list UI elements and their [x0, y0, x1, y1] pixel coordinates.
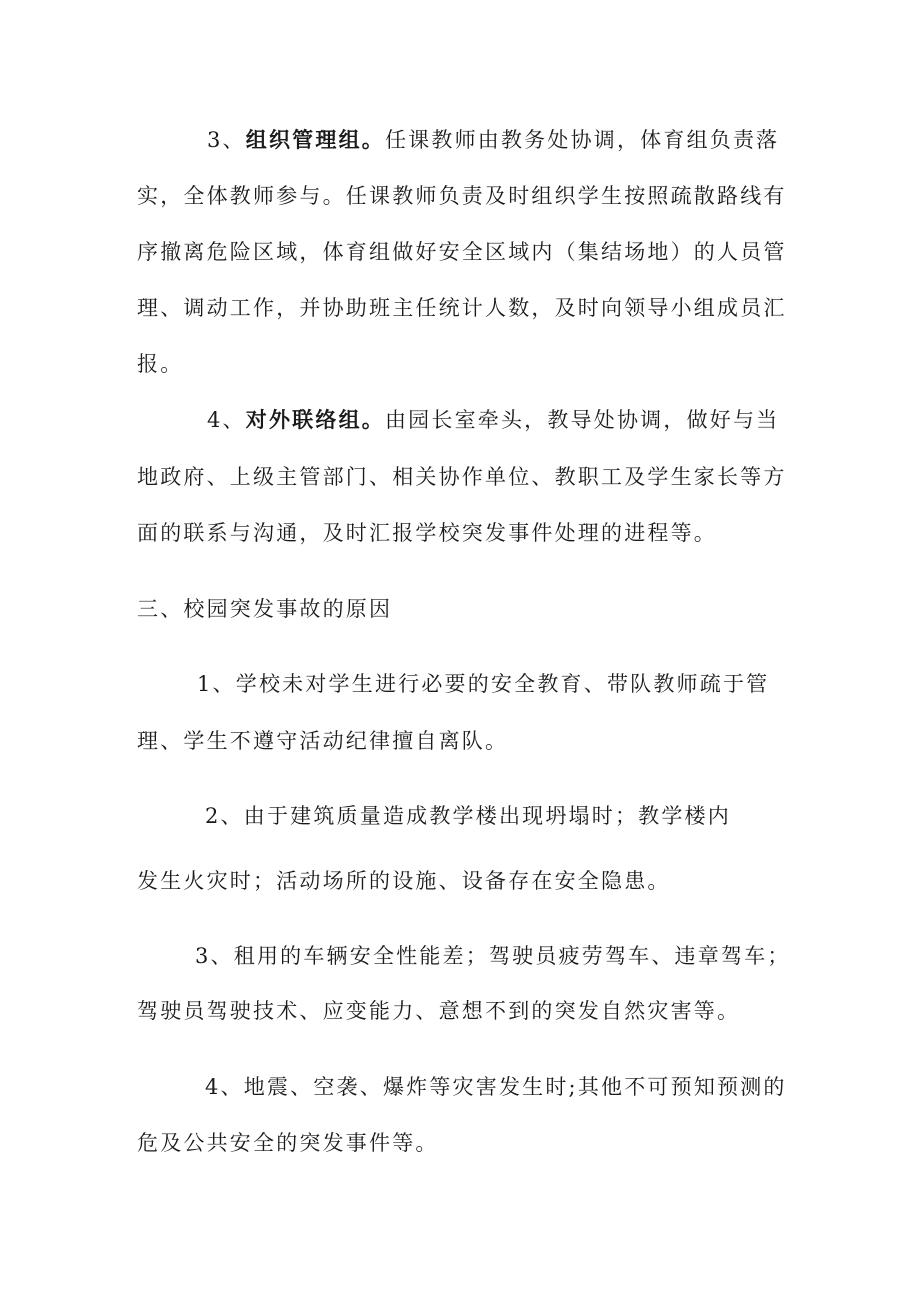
- item4-line1: [207, 406, 779, 434]
- item3-line4: 理、调动工作，并协助班主任统计人数，及时向领导小组成员汇: [137, 296, 787, 320]
- cause3-line2: 驾驶员驾驶技术、应变能力、意想不到的突发自然灾害等。: [137, 999, 741, 1023]
- item3-line1: [207, 126, 779, 154]
- item3-line3: 序撤离危险区域，体育组做好安全区域内（集结场地）的人员管: [137, 240, 787, 264]
- cause4-line2: 危及公共安全的突发事件等。: [137, 1131, 439, 1155]
- item4-number: 4、: [207, 408, 246, 432]
- item3-line2: 实，全体教师参与。任课教师负责及时组织学生按照疏散路线有: [137, 184, 787, 208]
- cause4-line1: 4、地震、空袭、爆炸等灾害发生时;其他不可预知预测的: [205, 1075, 787, 1099]
- item3-line1-text: 任课教师由教务处协调，体育组负责落: [384, 128, 780, 152]
- item4-title: 对外联络组。: [245, 407, 385, 432]
- cause2-line2: 发生火灾时；活动场所的设施、设备存在安全隐患。: [137, 869, 671, 893]
- cause1-line2: 理、学生不遵守活动纪律擅自离队。: [137, 729, 509, 753]
- item3-number: 3、: [207, 128, 246, 152]
- item4-line3: 面的联系与沟通，及时汇报学校突发事件处理的进程等。: [137, 521, 717, 545]
- cause3-line1: 3、租用的车辆安全性能差；驾驶员疲劳驾车、违章驾车；: [195, 944, 791, 968]
- item4-line2: 地政府、上级主管部门、相关协作单位、教职工及学生家长等方: [137, 465, 787, 489]
- item3-line5: 报。: [137, 352, 184, 376]
- item4-line1-text: 由园长室牵头，教导处协调，做好与当: [384, 408, 780, 432]
- section-heading: 三、校园突发事故的原因: [137, 597, 393, 621]
- item3-title: 组织管理组。: [245, 127, 385, 152]
- cause1-line1: 1、学校未对学生进行必要的安全教育、带队教师疏于管: [197, 672, 770, 696]
- cause2-line1: 2、由于建筑质量造成教学楼出现坍塌时；教学楼内: [205, 804, 731, 828]
